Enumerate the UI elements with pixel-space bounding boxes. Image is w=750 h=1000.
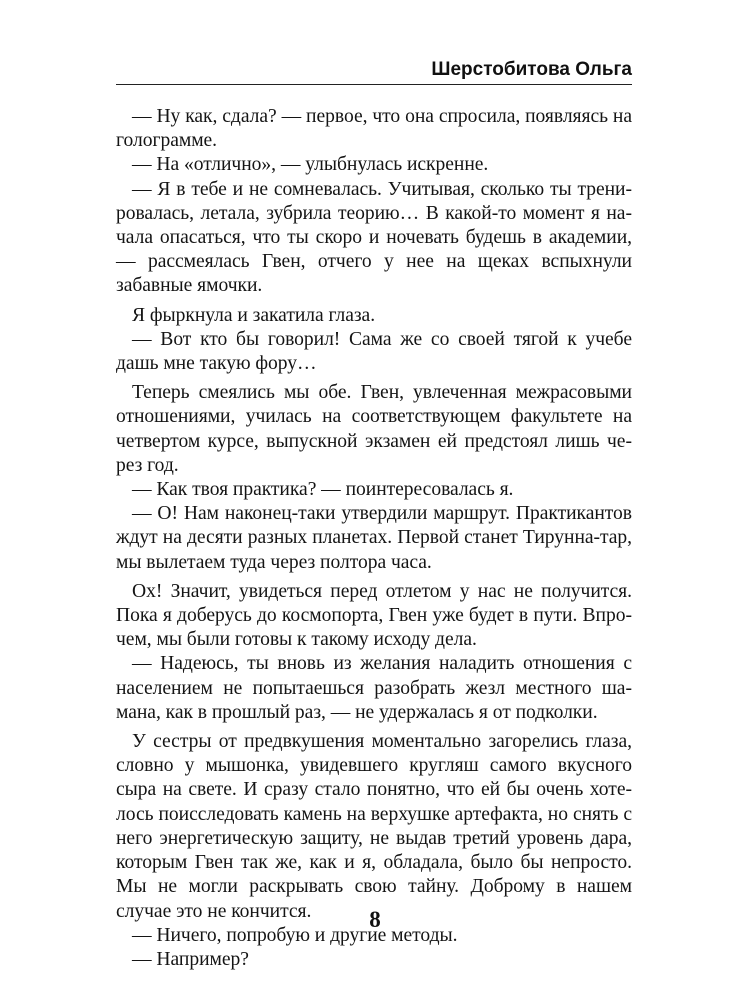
paragraph-13: — Например?: [132, 948, 249, 970]
paragraph-8: — О! Нам наконец-таки утвердили маршрут. Практикантов ждут на десяти разных планетах. Первой станет Тирунна-тар, мы вылетаем туда через полтора часа.: [116, 503, 632, 573]
paragraph-11: У сестры от предвкушения моментально загорелись глаза, словно у мышонка, увидевшего кругляш самого вкусного сыра на свете. И сразу стало понятно, что ей бы очень хотелось поисследовать камень на верхушке артефакта, но снять с него энергетическую защиту, не выдав третий уровень дара, которым Гвен так же, как и я, обладала, было бы непросто. Мы не могли раскрывать свою тайну. Доброму в нашем случае это не кончится.: [116, 731, 632, 922]
paragraph-2: — На «отлично», — улыбнулась искренне.: [132, 154, 489, 176]
paragraph-12: — Ничего, попробую и другие методы.: [132, 924, 458, 946]
page-number: 8: [369, 907, 381, 932]
paragraph-6: Теперь смеялись мы обе. Гвен, увлеченная межрасовыми отношениями, училась на соответствующем факультете на четвертом курсе, выпускной экзамен ей предстоял лишь через год.: [116, 382, 632, 476]
paragraph-3: — Я в тебе и не сомневалась. Учитывая, сколько ты тренировалась, летала, зубрила теорию… В какой-то момент я начала опасаться, что ты скоро и ночевать будешь в академии, — рассмеялась Гвен, отчего у нее на щеках вспыхнули забавные ямочки.: [116, 178, 632, 297]
paragraph-1: — Ну как, сдала? — первое, что она спросила, появляясь на голограмме.: [116, 106, 632, 152]
paragraph-10: — Надеюсь, ты вновь из желания наладить отношения с населением не попытаешься разобрать жезл местного шамана, как в прошлый раз, — не удержалась я от подколки.: [116, 653, 632, 723]
header-rule: [116, 84, 632, 85]
paragraph-4: Я фыркнула и закатила глаза.: [132, 304, 376, 326]
running-head-author: Шерстобитова Ольга: [431, 59, 632, 80]
paragraph-9: Ох! Значит, увидеться перед отлетом у нас не получится. Пока я доберусь до космопорта, Гвен уже будет в пути. Впрочем, мы были готовы к такому исходу дела.: [116, 580, 632, 651]
body-text: [116, 105, 632, 972]
paragraph-7: — Как твоя практика? — поинтересовалась я.: [132, 479, 514, 501]
paragraph-5: — Вот кто бы говорил! Сама же со своей тягой к учебе дашь мне такую фору…: [116, 328, 632, 375]
